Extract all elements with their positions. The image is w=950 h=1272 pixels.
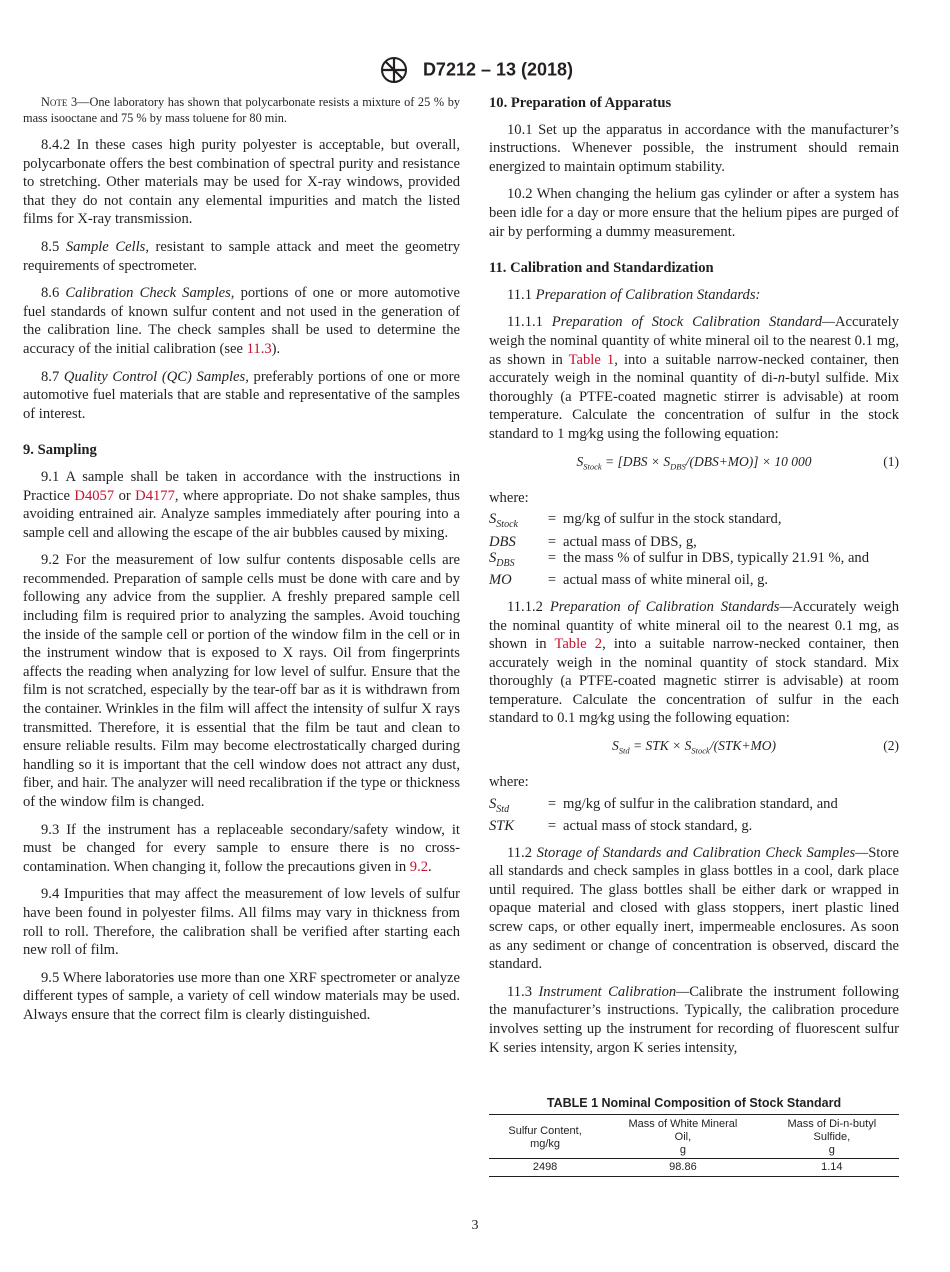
eq1-lhs: S — [576, 453, 584, 469]
section-11-heading: 11. Calibration and Standardization — [489, 260, 714, 277]
eq1-part2: /(DBS+MO)] × 10 000 — [685, 453, 812, 469]
eq1-part1: = [DBS × S — [601, 453, 671, 469]
italic-term: Preparation of Calibration Standards: — [535, 286, 761, 303]
paragraph-text: 8.7 — [41, 368, 64, 385]
paragraph-text: Accurately weigh the nominal quantity of white mineral oil to the nearest 0.1 mg, as shown in — [489, 598, 899, 653]
column-header-line: g — [679, 1144, 686, 1156]
column-header-line: mg/kg — [530, 1137, 561, 1150]
italic-term: Sample Cells, — [65, 238, 149, 255]
eq2-lhs-sub: Std — [618, 745, 630, 756]
paragraph — [489, 185, 899, 241]
paragraph-text: , where appropriate. Do not shake samples, thus avoiding entrained air. Analyze samples immediately after pouring into a sample cell and allowing the escape of the air bubbles caused by mixing. — [23, 487, 460, 541]
paragraph-text: 9.3 If the instrument has a replaceable secondary/safety window, it must be changed for every sample to ensure there is no cross-contamination. When changing it, follow the precautions given in — [23, 821, 460, 875]
definition-row — [489, 511, 869, 533]
note-text: —One laboratory has shown that polycarbonate resists a mixture of 25 % by mass isooctane and 75 % by mass toluene for 80 min. — [23, 95, 461, 125]
paragraph — [23, 821, 460, 877]
table-row — [489, 1159, 899, 1177]
equation-1-definitions — [489, 511, 869, 589]
paragraph-text: 10.2 When changing the helium gas cylinder or after a system has been idle for a day or more ensure that the helium pipes are purged of air by performing a dummy measurement. — [489, 186, 899, 240]
paragraph-text: , into a suitable narrow-necked container, then accurately weigh in the nominal quantity of di- — [489, 351, 899, 387]
column-header-line: g — [828, 1144, 835, 1156]
cross-reference-link[interactable]: D4057 — [74, 487, 115, 504]
column-header — [601, 1115, 765, 1159]
cross-reference-link[interactable]: Table 1 — [568, 351, 615, 368]
paragraph — [23, 284, 460, 358]
eq1-part1-sub: DBS — [670, 461, 686, 472]
section-8-paragraphs — [23, 136, 460, 423]
paragraph — [23, 136, 460, 229]
cross-reference-link[interactable]: 9.2 — [409, 858, 429, 875]
column-header-line: Mass of Di-n-butyl — [787, 1118, 877, 1130]
table-cell: 2498 — [489, 1159, 601, 1177]
paragraph — [23, 238, 460, 275]
definition-row — [489, 534, 869, 551]
paragraph — [23, 368, 460, 424]
paragraph-text: 10.1 Set up the apparatus in accordance with the manufacturer’s instructions. Whenever possible, the instrument should remain energized to maintain optimum stability. — [489, 121, 899, 175]
definition-text: the mass % of sulfur in DBS, typically 21.91 %, and — [563, 550, 870, 566]
paragraph — [489, 286, 899, 305]
definition-symbol — [489, 818, 541, 835]
equals-sign: = — [547, 572, 557, 589]
eq2-part1: = STK × S — [629, 738, 692, 754]
symbol: DBS — [489, 533, 516, 550]
paragraph-text: 9.1 A sample shall be taken in accordance with the instructions in Practice — [23, 468, 460, 504]
definition-symbol — [489, 572, 541, 589]
paragraph — [489, 313, 899, 443]
equation-number: (1) — [883, 453, 899, 469]
cross-reference-link[interactable]: Table 2 — [554, 636, 603, 653]
symbol: S — [489, 550, 497, 566]
symbol: MO — [489, 572, 512, 589]
document-designation: D7212 – 13 (2018) — [422, 59, 574, 80]
left-column — [23, 94, 460, 1034]
column-header-line: Sulfur Content, — [508, 1124, 582, 1137]
paragraph-text: 9.4 Impurities that may affect the measurement of low levels of sulfur have been found in polyester films. All films may vary in thickness from roll to roll. Therefore, the calibration shall be verified after starting each new roll of film. — [23, 886, 460, 959]
page-number: 3 — [471, 1218, 479, 1233]
paragraph-text: or — [114, 487, 136, 504]
symbol-subscript: Std — [496, 803, 510, 815]
definition-row — [489, 572, 869, 589]
table-title: TABLE 1 Nominal Composition of Stock Standard — [546, 1096, 842, 1110]
section-10-paragraphs — [489, 121, 899, 242]
paragraph-text: 11.3 — [507, 983, 539, 1000]
note-label: Note 3 — [41, 95, 78, 109]
paragraph-text: 8.5 — [41, 238, 66, 255]
paragraph-text: Accurately weigh the nominal quantity of white mineral oil to the nearest 0.1 mg, as shown in — [489, 314, 900, 368]
definition-row — [489, 550, 869, 572]
where-label: where: — [489, 774, 529, 791]
equation-1 — [489, 453, 899, 477]
definition-text: mg/kg of sulfur in the stock standard, — [563, 511, 782, 528]
column-header — [765, 1115, 899, 1159]
section-11-1-2-paragraphs — [489, 598, 899, 728]
paragraph — [489, 844, 899, 974]
paragraph-text: . — [428, 858, 432, 875]
paragraph-text: 9.5 Where laboratories use more than one XRF spectrometer or analyze different types of sample, a variety of cell window materials may be used. Always ensure that the correct film is clearly distinguished. — [23, 969, 460, 1023]
equals-sign: = — [547, 550, 557, 566]
eq2-lhs: S — [612, 738, 619, 754]
paragraph — [23, 551, 460, 811]
eq2-part2: /(STK+MO) — [709, 738, 776, 754]
table-1 — [489, 1096, 899, 1177]
where-label: where: — [489, 489, 529, 506]
equals-sign: = — [547, 795, 557, 812]
symbol-subscript: DBS — [496, 557, 515, 569]
equals-sign: = — [547, 533, 557, 550]
table-cell: 98.86 — [601, 1159, 765, 1177]
section-10-heading: 10. Preparation of Apparatus — [489, 95, 672, 111]
column-header-line: Oil, — [674, 1131, 692, 1143]
paragraph — [23, 969, 460, 1025]
paragraph — [489, 983, 899, 1057]
equals-sign: = — [547, 511, 557, 528]
paragraph-text: ). — [271, 340, 281, 357]
column-header-line: Sulfide, — [813, 1131, 851, 1143]
page-header — [0, 56, 950, 84]
paragraph-text: preferably portions of one or more automotive fuel materials that are stable and representative of the samples of interest. — [23, 368, 461, 422]
definition-text: actual mass of stock standard, g. — [563, 818, 753, 835]
paragraph-text: Calibrate the instrument following the manufacturer’s instructions. Typically, the calibration procedure involves setting up the instrument for recording of fluorescent sulfur K series intensity, argon K series intensity, — [489, 983, 899, 1056]
section-11-2-paragraphs — [489, 844, 899, 1058]
paragraph-text: 11.1 — [507, 286, 536, 303]
definition-text: mg/kg of sulfur in the calibration standard, and — [563, 795, 838, 812]
column-header-line: Mass of White Mineral — [628, 1118, 738, 1130]
right-column — [489, 94, 899, 1066]
paragraph-text: Store all standards and check samples in glass bottles in a cool, dark place until required. The glass bottles shall be either dark or wrapped in opaque material and closed with glass stoppers, inert plastic lined screw caps, or other equally inert, impermeable enclosures. As soon as any sediment or change of concentration is observed, discard the standard. — [489, 844, 899, 973]
paragraph-text: 11.2 — [507, 844, 537, 861]
paragraph-text: -butyl sulfide. Mix thoroughly (a PTFE-coated magnetic stirrer is advisable) at room temperature. Calculate the concentration of sulfur in the stock standard to 1 mg⁄kg using the following equation: — [489, 370, 899, 442]
eq1-lhs-sub: Stock — [583, 461, 602, 472]
equation-number: (2) — [883, 738, 899, 754]
equation-2 — [489, 737, 899, 761]
italic-term: Storage of Standards and Calibration Check Samples— — [536, 844, 869, 861]
equation-2-definitions — [489, 796, 838, 835]
symbol: S — [489, 511, 497, 528]
italic-term: Preparation of Stock Calibration Standard— — [551, 314, 835, 331]
paragraph — [489, 598, 899, 728]
italic-term: Preparation of Calibration Standards— — [549, 598, 793, 615]
paragraph — [489, 121, 899, 177]
paragraph-text: portions of one or more automotive fuel standards of known sulfur content and not used in the generation of the calibration line. The check samples shall be used to determine the accuracy of the initial calibration (see — [23, 285, 460, 357]
section-11-1-paragraphs — [489, 286, 899, 444]
symbol-subscript: Stock — [496, 519, 518, 530]
paragraph-text: resistant to sample attack and meet the geometry requirements of spectrometer. — [23, 238, 460, 274]
paragraph-text: 9.2 For the measurement of low sulfur contents disposable cells are recommended. Preparation of sample cells must be done with care and by following any advice from the supplier. A freshly prepared sample cell including film is required prior to analyzing the samples. Avoid touching the inside of the sample cell or portion of the window film in the cell or in the instrument window that is exposed to X rays. Oil from fingerprints affects the reading when analyzing for low level of sulfur. Ensure that the film is not scratched, especially by the tear-off bar as it is withdrawn from the container. Wrinkles in the film will affect the intensity of sulfur X rays transmitted. Therefore, it is essential that the film be taut and clean to ensure reliable results. Film may become electrostatically charged during handling so it is important that the cell window does not attract any dust, fiber, and hair. The analyzer will need recalibration if the type or thickness of the window film is changed. — [23, 552, 460, 810]
table-cell: 1.14 — [765, 1159, 899, 1177]
paragraph — [23, 468, 460, 542]
definition-row — [489, 796, 838, 818]
paragraph-text: 8.4.2 In these cases high purity polyester is acceptable, but overall, polycarbonate offers the best combination of spectral purity and resistance to stretching. Other materials may be used for X-ray windows, provided that they do not contain any elemental impurities and match the listed films for X-ray transmission. — [23, 137, 460, 228]
note-3 — [23, 94, 460, 126]
table-1-grid — [489, 1114, 899, 1177]
equals-sign: = — [547, 818, 557, 835]
symbol: S — [489, 795, 497, 812]
definition-symbol — [489, 550, 541, 572]
italic-term: Quality Control (QC) Samples, — [63, 368, 249, 385]
astm-logo-icon — [377, 56, 411, 84]
definition-symbol — [489, 796, 541, 818]
italic-term: n — [777, 370, 786, 387]
definition-symbol — [489, 534, 541, 551]
italic-term: Instrument Calibration— — [538, 983, 690, 1000]
paragraph-text: 11.1.2 — [507, 598, 550, 615]
cross-reference-link[interactable]: D4177 — [135, 487, 175, 504]
cross-reference-link[interactable]: 11.3 — [246, 340, 272, 357]
definition-text: actual mass of white mineral oil, g. — [563, 572, 769, 589]
definition-text: actual mass of DBS, g, — [563, 533, 697, 550]
paragraph-text: 8.6 — [41, 285, 66, 302]
definition-symbol — [489, 511, 541, 533]
section-9-heading: 9. Sampling — [23, 442, 97, 459]
definition-row — [489, 818, 838, 835]
paragraph — [23, 885, 460, 959]
paragraph-text: , into a suitable narrow-necked container, then accurately weigh in the nominal quantity of stock standard. Mix thoroughly (a PTFE-coated magnetic stirrer is advisable) at room temperature. Calculate the concentration of sulfur in the each standard to 0.1 mg⁄kg using the following equation: — [489, 636, 899, 727]
section-9-paragraphs — [23, 468, 460, 1025]
column-header — [489, 1115, 601, 1159]
symbol: STK — [489, 818, 515, 835]
italic-term: Calibration Check Samples, — [65, 285, 235, 302]
eq2-part1-sub: Stock — [691, 745, 710, 756]
paragraph-text: 11.1.1 — [507, 314, 552, 331]
